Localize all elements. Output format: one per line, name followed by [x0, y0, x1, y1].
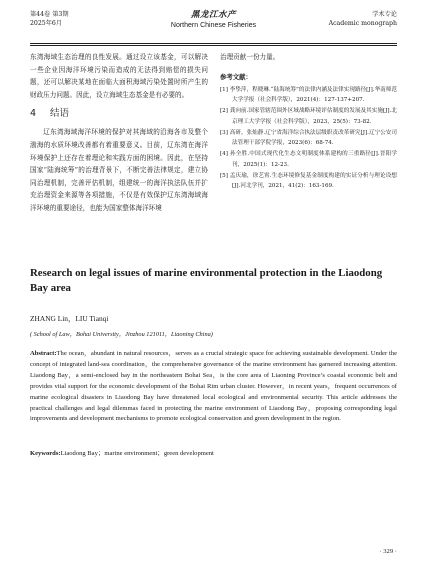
paragraph-conclusion: 辽东湾海域海洋环境的保护对其海域的沿海各市及整个渤海的水质环境改善都有着重要意义。目前，辽东湾在海洋环境保护上还存在着理论和实践方面的困境。因此，在坚持国家“陆海统筹”的治理背景下，不断完善法律规定，建立协同治理机制，完善评估机制，组建统一的海洋执法队伍并扩充治理资金来源等各项措施，不仅是有效保护辽东湾海域海洋环境的重要途径，也能为国家整体海洋环境	[30, 128, 208, 212]
issue-date: 2025年6月	[30, 20, 63, 27]
reference-item: [4] 孙全胜.中国式现代化生态文明制度体系建构的三重路径[J].晋阳学刊，2025(1)：12-23.	[220, 151, 397, 168]
english-authors: ZHANG Lin，LIU Tianqi	[30, 314, 109, 323]
english-affiliation: ( School of Law，Bohai University，Jinzhou 121011，Liaoning China)	[30, 331, 213, 338]
keywords-label: Keywords:	[30, 450, 61, 457]
paragraph-intro: 东湾海域生态治理的良性发展。通过设立该基金，可以解决一些企业因海洋环境污染而造成的无法得到赔偿的损失问题，还可以解决某地在面临大面积海域污染处置时所产生的财政压力问题。因此，设立海域生态基金是有必要的。	[30, 53, 208, 99]
abstract-text: The ocean，abundant in natural resources，serves as a crucial strategic space for achieving sustainable development. Under the concept of integrated land-sea coordination，the comprehensive governance of the marine environment has garnered increasing attention. Liaodong Bay，a semi-enclosed bay in the northeastern Bohai Sea，is the core area of Liaoning Province’s coastal economic belt and provides vital support for the economic development of the Bohai Rim urban cluster. However，in recent years，frequent occurrences of marine ecological disasters in Liaodong Bay have threatened local ecological and environmental security. This article addresses the practical challenges and legal dilemmas faced in protecting the marine environment of Liaodong Bay，proposing corresponding legal improvements and development mechanisms to promote ecological conservation and green development in the region.	[30, 350, 397, 423]
reference-item: [5] 孟庆瑜，徐艺霄.生态环境修复基金制度构建的实证分析与理论设想[J].河北学刊，2021，41(2)：163-169.	[220, 172, 397, 190]
volume-issue: 第44卷 第3期	[30, 11, 69, 18]
paragraph-continued: 治理贡献一份力量。	[220, 53, 280, 61]
references-heading: 参考文献：	[220, 72, 252, 81]
abstract-label: Abstract:	[30, 350, 57, 357]
page-header	[30, 10, 397, 42]
header-rule-thin	[30, 45, 397, 46]
category-cn: 学术专论	[372, 11, 397, 18]
english-abstract	[30, 349, 397, 425]
right-column	[220, 51, 397, 192]
english-title: Research on legal issues of marine environmental protection in the Liaodong Bay area	[30, 267, 383, 294]
header-category	[329, 10, 397, 28]
keywords-text: Liaodong Bay；marine environment；green development	[60, 450, 214, 457]
reference-list	[220, 85, 397, 192]
reference-item: [3] 高研，张灿静.辽宁省海洋综合执法层级职责改革研究[J].辽宁公安司法管理干部学院学报，2023(6)：68-74.	[220, 129, 397, 147]
page-number: · 329 ·	[379, 548, 397, 555]
reference-item: [2] 龚向前.国家管辖范围外区域战略环境评估制度的发展及其实施[J].北京理工大学学报（社会科学版），2023，25(5)：73-82.	[220, 108, 397, 125]
left-column	[30, 51, 208, 215]
section-heading	[30, 107, 208, 121]
english-keywords	[30, 449, 397, 459]
header-rule	[30, 43, 397, 44]
journal-name-en: Northern Chinese Fisheries	[170, 22, 257, 29]
journal-name-cn: 黑龙江水产	[190, 10, 236, 20]
section-number: 4	[30, 108, 37, 120]
category-en: Academic monograph	[328, 20, 397, 27]
section-title-text: 结语	[50, 108, 70, 120]
reference-item: [1] 李挚萍，程晓琳.“陆海统筹”的法律内涵及法律实现路径[J].华南师范大学学报（社会科学版），2021(4)：127-137+207.	[220, 86, 397, 104]
